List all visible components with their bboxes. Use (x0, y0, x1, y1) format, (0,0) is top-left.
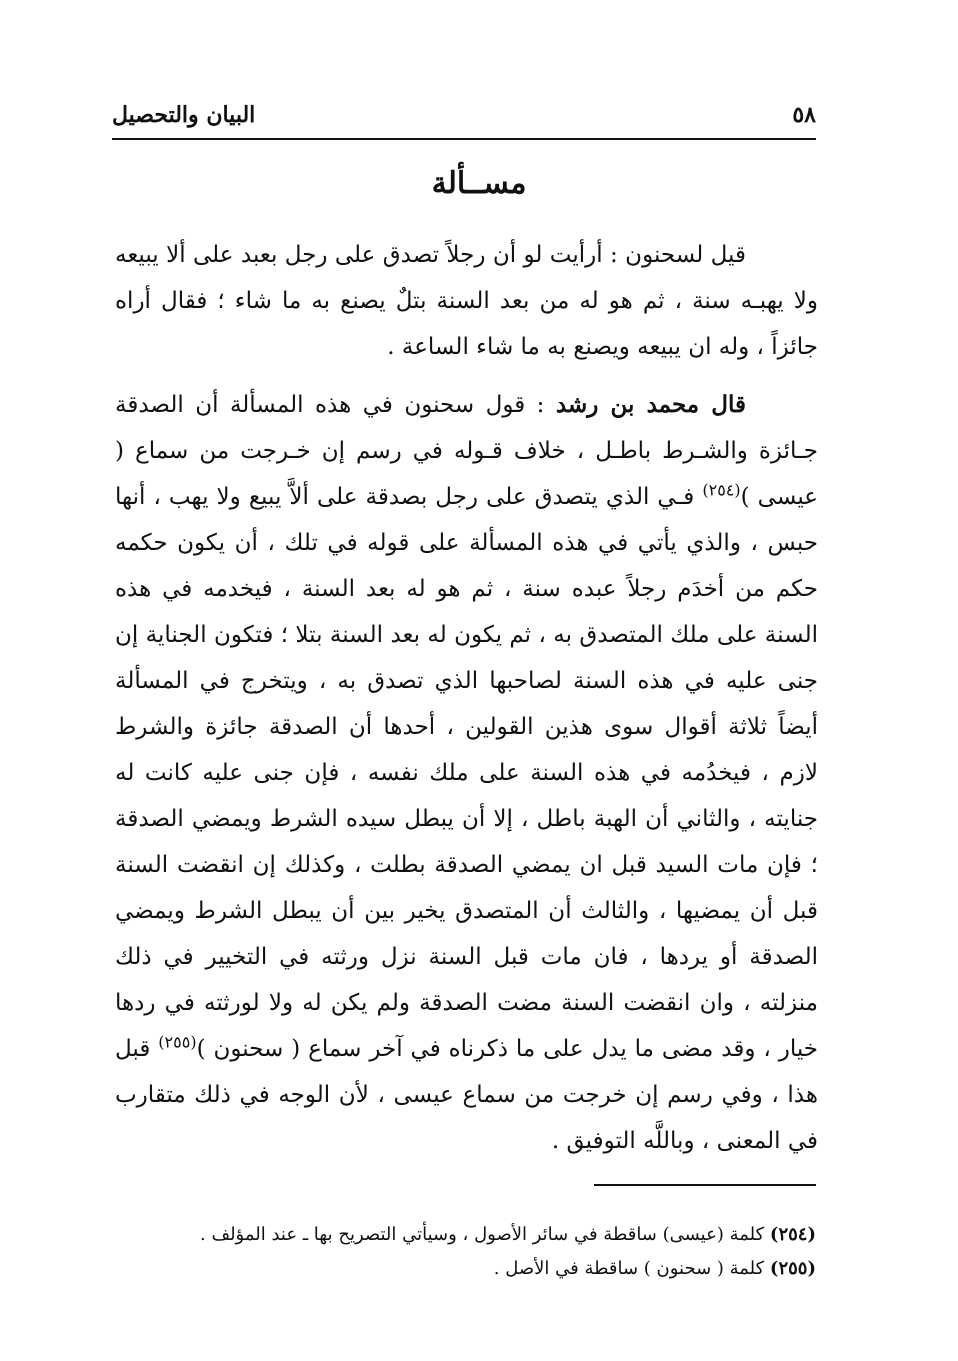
speaker-name: قال محمد بن رشد (555, 391, 747, 418)
answer-text-part3: قبل هذا ، وفي رسم إن خرجت من سماع عيسى ، لأن الوجه في ذلك متقارب في المعنى ، وباللَّه التوفيق . (115, 1036, 818, 1154)
section-title: مســألة (431, 166, 527, 201)
footnote-text: كلمة ( سحنون ) ساقطة في الأصل . (493, 1258, 770, 1279)
answer-paragraph (115, 382, 818, 1164)
page-number: ٥٨ (792, 102, 816, 128)
running-header (112, 98, 816, 140)
footnote-text: كلمة (عيسى) ساقطة في سائر الأصول ، وسيأتي التصريح بها ـ عند المؤلف . (200, 1224, 770, 1245)
answer-text-part1: : قول سحنون في هذه المسألة أن الصدقة جـائزة والشـرط باطـل ، خلاف قـوله في رسم إن خـرجت من سماع ( عيسى ) (115, 392, 818, 510)
footnote-255 (115, 1252, 816, 1286)
footnote-reference-254: (٢٥٤) (702, 480, 741, 500)
answer-text-part2: فـي الذي يتصدق على رجل بصدقة على ألاَّ يبيع ولا يهب ، أنها حبس ، والذي يأتي في هذه المسألة على قوله في تلك ، أن يكون حكمه حكم من أخدَم رجلاً عبده سنة ، ثم هو له بعد السنة ، فيخدمه في هذه السنة على ملك المتصدق به ، ثم يكون له بعد السنة بتلا ؛ فتكون الجناية إن جنى عليه في هذه السنة لصاحبها الذي تصدق به ، ويتخرج في المسألة أيضاً ثلاثة أقوال سوى هذين القولين ، أحدها أن الصدقة جائزة والشرط لازم ، فيخدُمه في هذه السنة على ملك نفسه ، فإن جنى عليه كانت له جنايته ، والثاني أن الهبة باطل ، إلا أن يبطل سيده الشرط ويمضي الصدقة ؛ فإن مات السيد قبل ان يمضي الصدقة بطلت ، وكذلك إن انقضت السنة قبل أن يمضيها ، والثالث أن المتصدق يخير بين أن يبطل الشرط ويمضي الصدقة أو يردها ، فان مات قبل السنة نزل ورثته في التخيير في ذلك منزلته ، وان انقضت السنة مضت الصدقة ولم يكن له ولا لورثته في ردها خيار ، وقد مضى ما يدل على ما ذكرناه في آخر سماع ( سحنون ) (115, 484, 818, 1062)
footnote-254 (115, 1218, 816, 1252)
footnote-number: (٢٥٤) (769, 1224, 816, 1245)
footnotes (115, 1218, 816, 1286)
footnote-reference-255: (٢٥٥) (158, 1032, 197, 1052)
body-text (115, 232, 818, 1176)
book-title: البيان والتحصيل (112, 102, 256, 128)
footnote-divider (594, 1184, 816, 1186)
footnote-number: (٢٥٥) (769, 1258, 816, 1279)
question-paragraph: قيل لسحنون : أرأيت لو أن رجلاً تصدق على رجل بعبد على ألا يبيعه ولا يهبـه سنة ، ثم هو له من بعد السنة بتلٌ يصنع به ما شاء ؛ فقال أراه جائزاً ، وله ان يبيعه ويصنع به ما شاء الساعة . (115, 242, 818, 360)
